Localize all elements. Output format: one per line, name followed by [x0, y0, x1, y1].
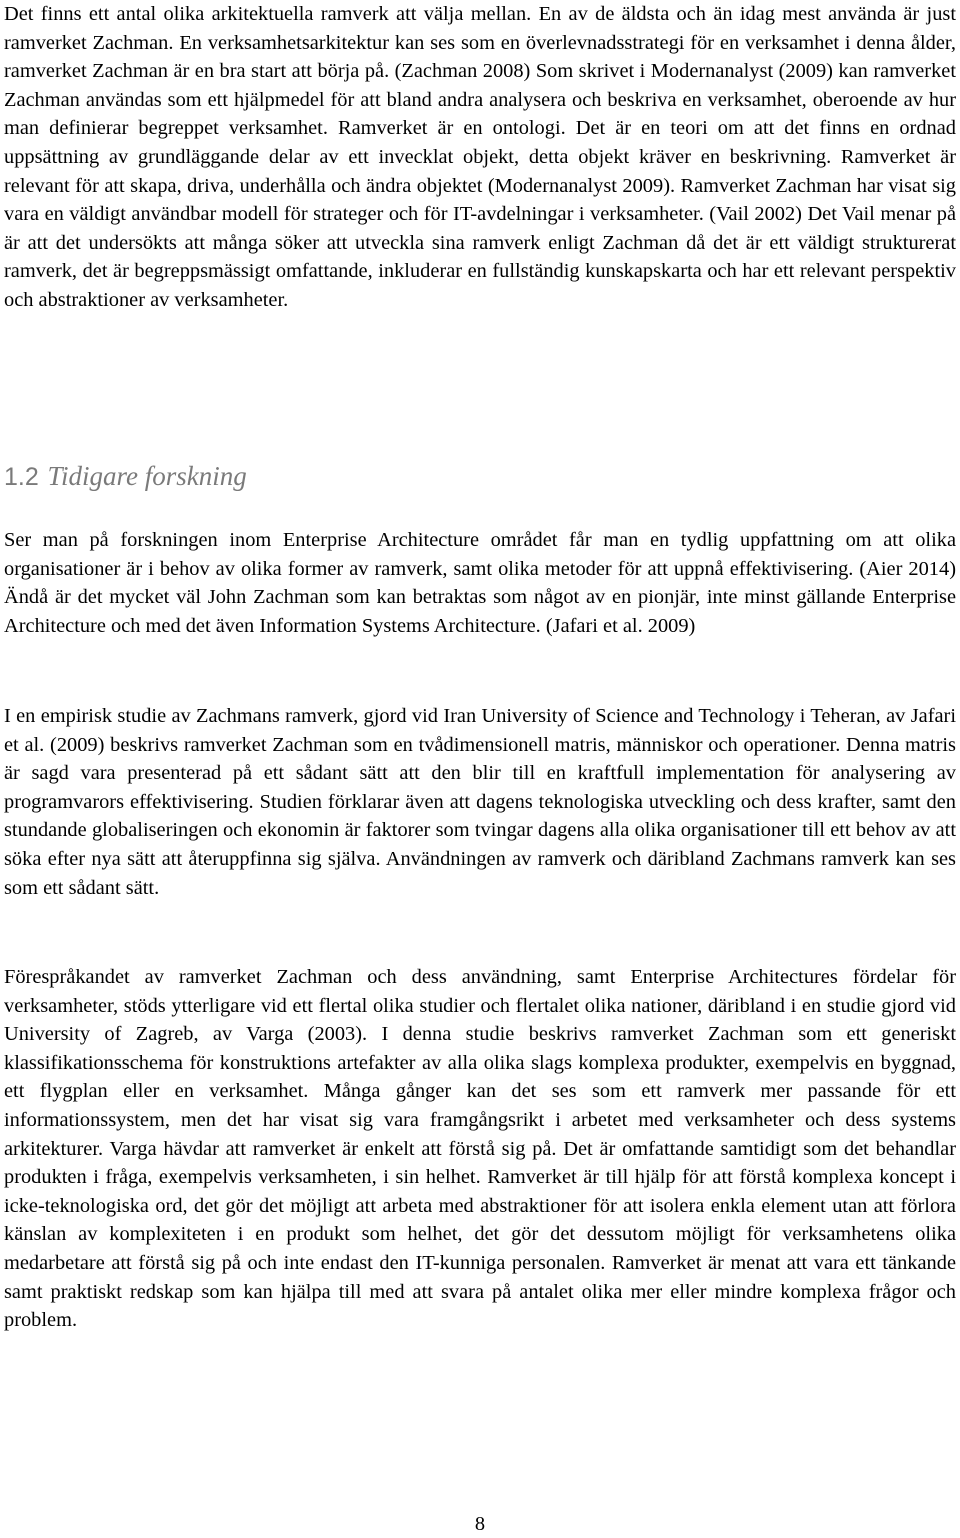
paragraph-intro: Det finns ett antal olika arkitektuella ramverk att välja mellan. En av de äldsta och än idag mest använda är just ramverket Zachman. En verksamhetsarkitektur kan ses som en överlevnadsstrategi för en verksamhet i denna ålder, ramverket Zachman är en bra start att börja på. (Zachman 2008) Som skrivet i Modernanalyst (2009) kan ramverket Zachman användas som ett hjälpmedel för att bland andra analysera och beskriva en verksamhet, oberoende av hur man definierar begreppet verksamhet. Ramverket är en ontologi. Det är en teori om att det finns en ordnad uppsättning av grundläggande delar av ett invecklat objekt, detta objekt kräver en beskrivning. Ramverket är relevant för att skapa, driva, underhålla och ändra objektet (Modernanalyst 2009). Ramverket Zachman har visat sig vara en väldigt användbar modell för strateger och för IT-avdelningar i verksamheter. (Vail 2002) Det Vail menar på är att det undersökts att många söker att utveckla sina ramverk enligt Zachman då det är ett väldigt strukturerat ramverk, det är begreppsmässigt omfattande, inkluderar en fullständig kunskapskarta och har ett relevant perspektiv och abstraktioner av verksamheter. [4, 3, 956, 311]
paragraph-research-2: I en empirisk studie av Zachmans ramverk, gjord vid Iran University of Science and Technology i Teheran, av Jafari et al. (2009) beskrivs ramverket Zachman som en tvådimensionell matris, människor och operationer. Denna matris är sagd vara presenterad på ett sådant sätt att den blir till en kraftfull implementation för analysering av programvarors effektivisering. Studien förklarar även att dagens teknologiska utveckling och dess krafter, samt den stundande globaliseringen och ekonomin är faktorer som tvingar dagens alla olika organisationer till ett behov av att söka efter nya sätt att återuppfinna sig själva. Användningen av ramverk och däribland Zachmans ramverk kan ses som ett sådant sätt. [4, 705, 956, 899]
page-number: 8 [474, 1513, 486, 1535]
paragraph-research-3: Förespråkandet av ramverket Zachman och dess användning, samt Enterprise Architectures fördelar för verksamheter, stöds ytterligare vid ett flertal olika studier och flertalet olika nationer, däribland i en studie gjord vid University of Zagreb, av Varga (2003). I denna studie beskrivs ramverket Zachman som ett generiskt klassifikationsschema för konstruktions artefakter av alla olika slags komplexa produkter, exempelvis en byggnad, ett flygplan eller en verksamhet. Många gånger kan det ses som ett ramverk mer passande för ett informationssystem, men det har visat sig vara framgångsrikt i arbetet med verksamheter och dess systems arkitekturer. Varga hävdar att ramverket är enkelt att förstå sig på. Det är omfattande samtidigt som det behandlar produkten i fråga, exempelvis verksamheten, i sin helhet. Ramverket är till hjälp för att förstå komplexa koncept i icke-teknologiska ord, det gör det möjligt att arbeta med abstraktioner för att isolera enkla element utan att förlora känslan av komplexiteten i en produkt som helhet, det gör det dessutom möjligt för verksamhetens olika medarbetare att förstå sig på och inte endast den IT-kunniga personalen. Ramverket är menat att vara ett tänkande samt praktiskt redskap som kan hjälpa till med att svara på antalet olika mer eller mindre komplexa frågor och problem. [4, 966, 956, 1332]
section-heading [4, 456, 247, 497]
section-title: Tidigare forskning [47, 461, 247, 491]
paragraph-research-1: Ser man på forskningen inom Enterprise Architecture området får man en tydlig uppfattning om att olika organisationer är i behov av olika former av ramverk, samt olika metoder för att uppnå effektivisering. (Aier 2014) Ändå är det mycket väl John Zachman som kan betraktas som något av en pionjär, inte minst gällande Enterprise Architecture och med det även Information Systems Architecture. (Jafari et al. 2009) [4, 529, 956, 637]
section-number: 1.2 [4, 463, 39, 491]
